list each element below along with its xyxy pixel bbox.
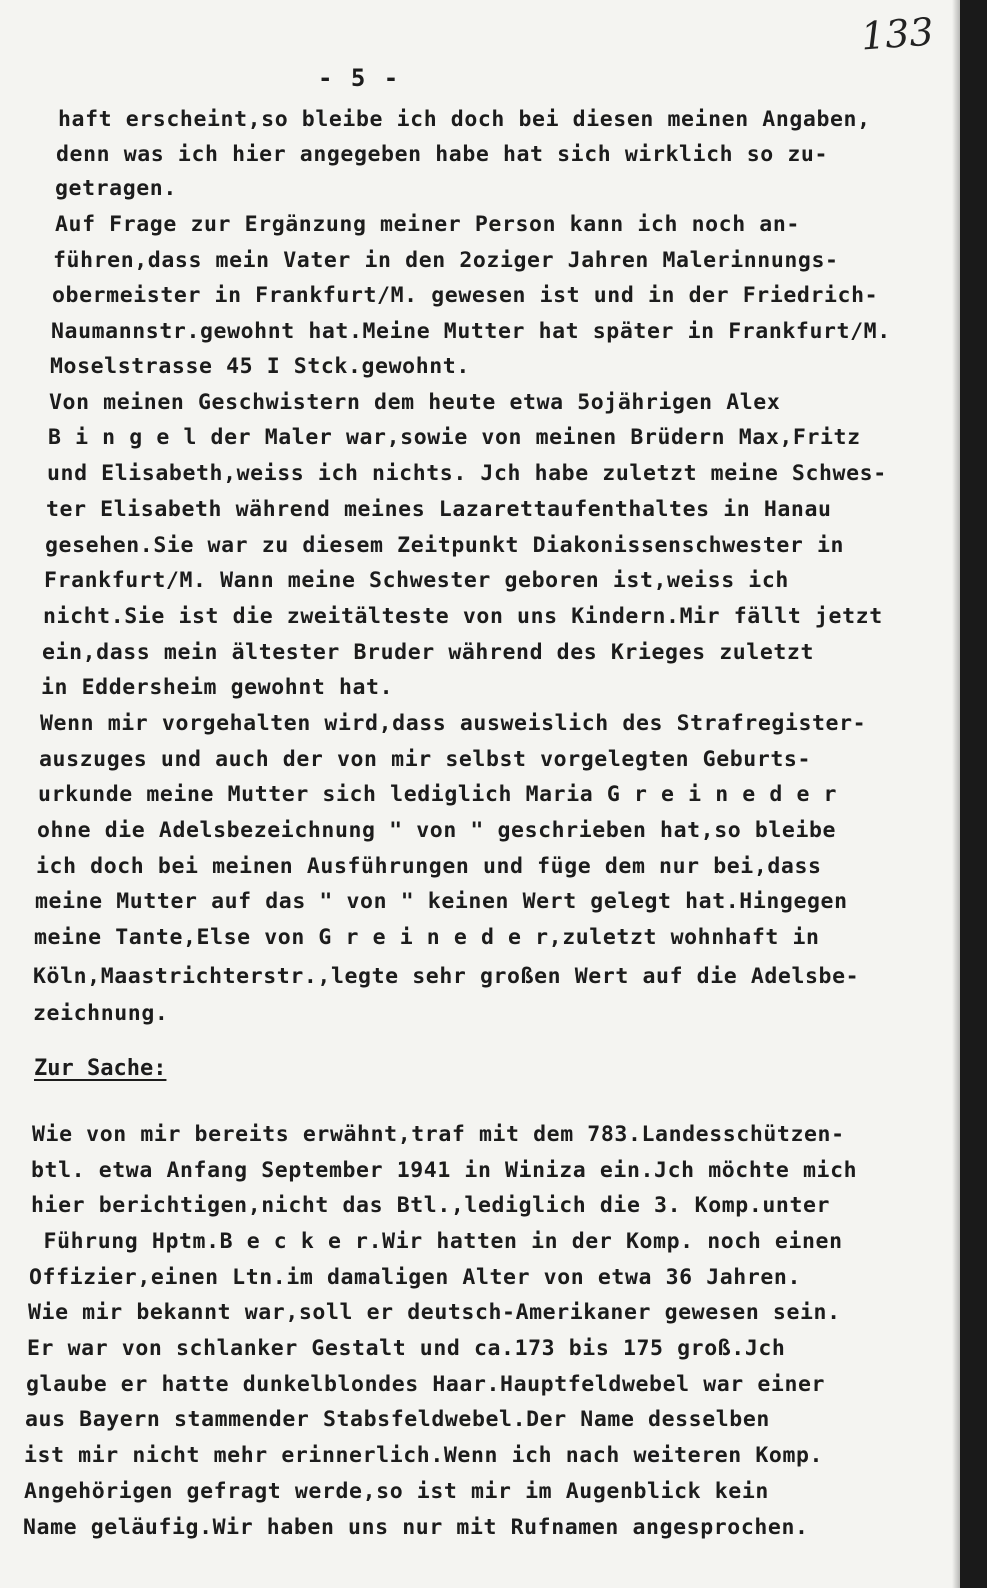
text-line: getragen. (55, 176, 177, 201)
text-line: haft erscheint,so bleibe ich doch bei diesen meinen Angaben, (58, 107, 871, 132)
text-line: Wie mir bekannt war,soll er deutsch-Amerikaner gewesen sein. (28, 1300, 841, 1325)
text-line: glaube er hatte dunkelblondes Haar.Hauptfeldwebel war einer (26, 1372, 826, 1397)
page-number: - 5 - (318, 64, 401, 92)
text-line: meine Mutter auf das " von " keinen Wert gelegt hat.Hingegen (35, 889, 848, 914)
text-line: urkunde meine Mutter sich lediglich Maria G r e i n e d e r (38, 782, 838, 807)
text-line: obermeister in Frankfurt/M. gewesen ist und in der Friedrich- (52, 283, 879, 308)
text-line: Angehörigen gefragt werde,so ist mir im Augenblick kein (24, 1479, 769, 1504)
text-line: Frankfurt/M. Wann meine Schwester geboren ist,weiss ich (44, 568, 789, 593)
text-line: ohne die Adelsbezeichnung " von " geschrieben hat,so bleibe (37, 818, 837, 843)
text-line: Naumannstr.gewohnt hat.Meine Mutter hat später in Frankfurt/M. (51, 319, 891, 344)
text-line: gesehen.Sie war zu diesem Zeitpunkt Diakonissenschwester in (45, 533, 845, 558)
text-line: B i n g e l der Maler war,sowie von meinen Brüdern Max,Fritz (48, 425, 861, 450)
text-line: hier berichtigen,nicht das Btl.,lediglich die 3. Komp.unter (31, 1193, 831, 1218)
text-line: Er war von schlanker Gestalt und ca.173 bis 175 groß.Jch (27, 1336, 786, 1361)
text-line: Name geläufig.Wir haben uns nur mit Rufnamen angesprochen. (23, 1515, 809, 1540)
folio-number: 133 (860, 9, 936, 59)
text-line: ter Elisabeth während meines Lazarettaufenthaltes in Hanau (46, 497, 832, 522)
text-line: Köln,Maastrichterstr.,legte sehr großen Wert auf die Adelsbe- (33, 964, 860, 989)
page-edge-shadow (952, 0, 960, 1588)
text-line: btl. etwa Anfang September 1941 in Winiza ein.Jch möchte mich (31, 1158, 858, 1183)
text-line: nicht.Sie ist die zweitälteste von uns Kindern.Mir fällt jetzt (43, 604, 883, 629)
text-line: Moselstrasse 45 I Stck.gewohnt. (50, 354, 470, 379)
text-line: in Eddersheim gewohnt hat. (41, 675, 394, 700)
text-line: Führung Hptm.B e c k e r.Wir hatten in der Komp. noch einen (30, 1229, 843, 1254)
text-line: Offizier,einen Ltn.im damaligen Alter von etwa 36 Jahren. (29, 1265, 802, 1290)
text-line: Wie von mir bereits erwähnt,traf mit dem 783.Landesschützen- (32, 1122, 845, 1147)
text-line: Auf Frage zur Ergänzung meiner Person kann ich noch an- (55, 212, 800, 237)
text-line: Wenn mir vorgehalten wird,dass ausweislich des Strafregister- (40, 711, 867, 736)
text-line: zeichnung. (33, 1001, 169, 1026)
text-line: auszuges und auch der von mir selbst vorgelegten Geburts- (39, 747, 812, 772)
text-line: denn was ich hier angegeben habe hat sich wirklich so zu- (56, 142, 829, 167)
text-line: und Elisabeth,weiss ich nichts. Jch habe zuletzt meine Schwes- (47, 461, 887, 486)
text-line: aus Bayern stammender Stabsfeldwebel.Der Name desselben (25, 1407, 770, 1432)
text-line: Von meinen Geschwistern dem heute etwa 5ojährigen Alex (49, 390, 781, 415)
text-line: ein,dass mein ältester Bruder während des Krieges zuletzt (42, 640, 815, 665)
text-line: meine Tante,Else von G r e i n e d e r,zuletzt wohnhaft in (34, 925, 820, 950)
text-line: führen,dass mein Vater in den 2oziger Jahren Malerinnungs- (53, 248, 839, 273)
text-line: ist mir nicht mehr erinnerlich.Wenn ich nach weiteren Komp. (24, 1443, 824, 1468)
text-line: ich doch bei meinen Ausführungen und füge dem nur bei,dass (36, 854, 822, 879)
section-heading: Zur Sache: (34, 1056, 167, 1081)
